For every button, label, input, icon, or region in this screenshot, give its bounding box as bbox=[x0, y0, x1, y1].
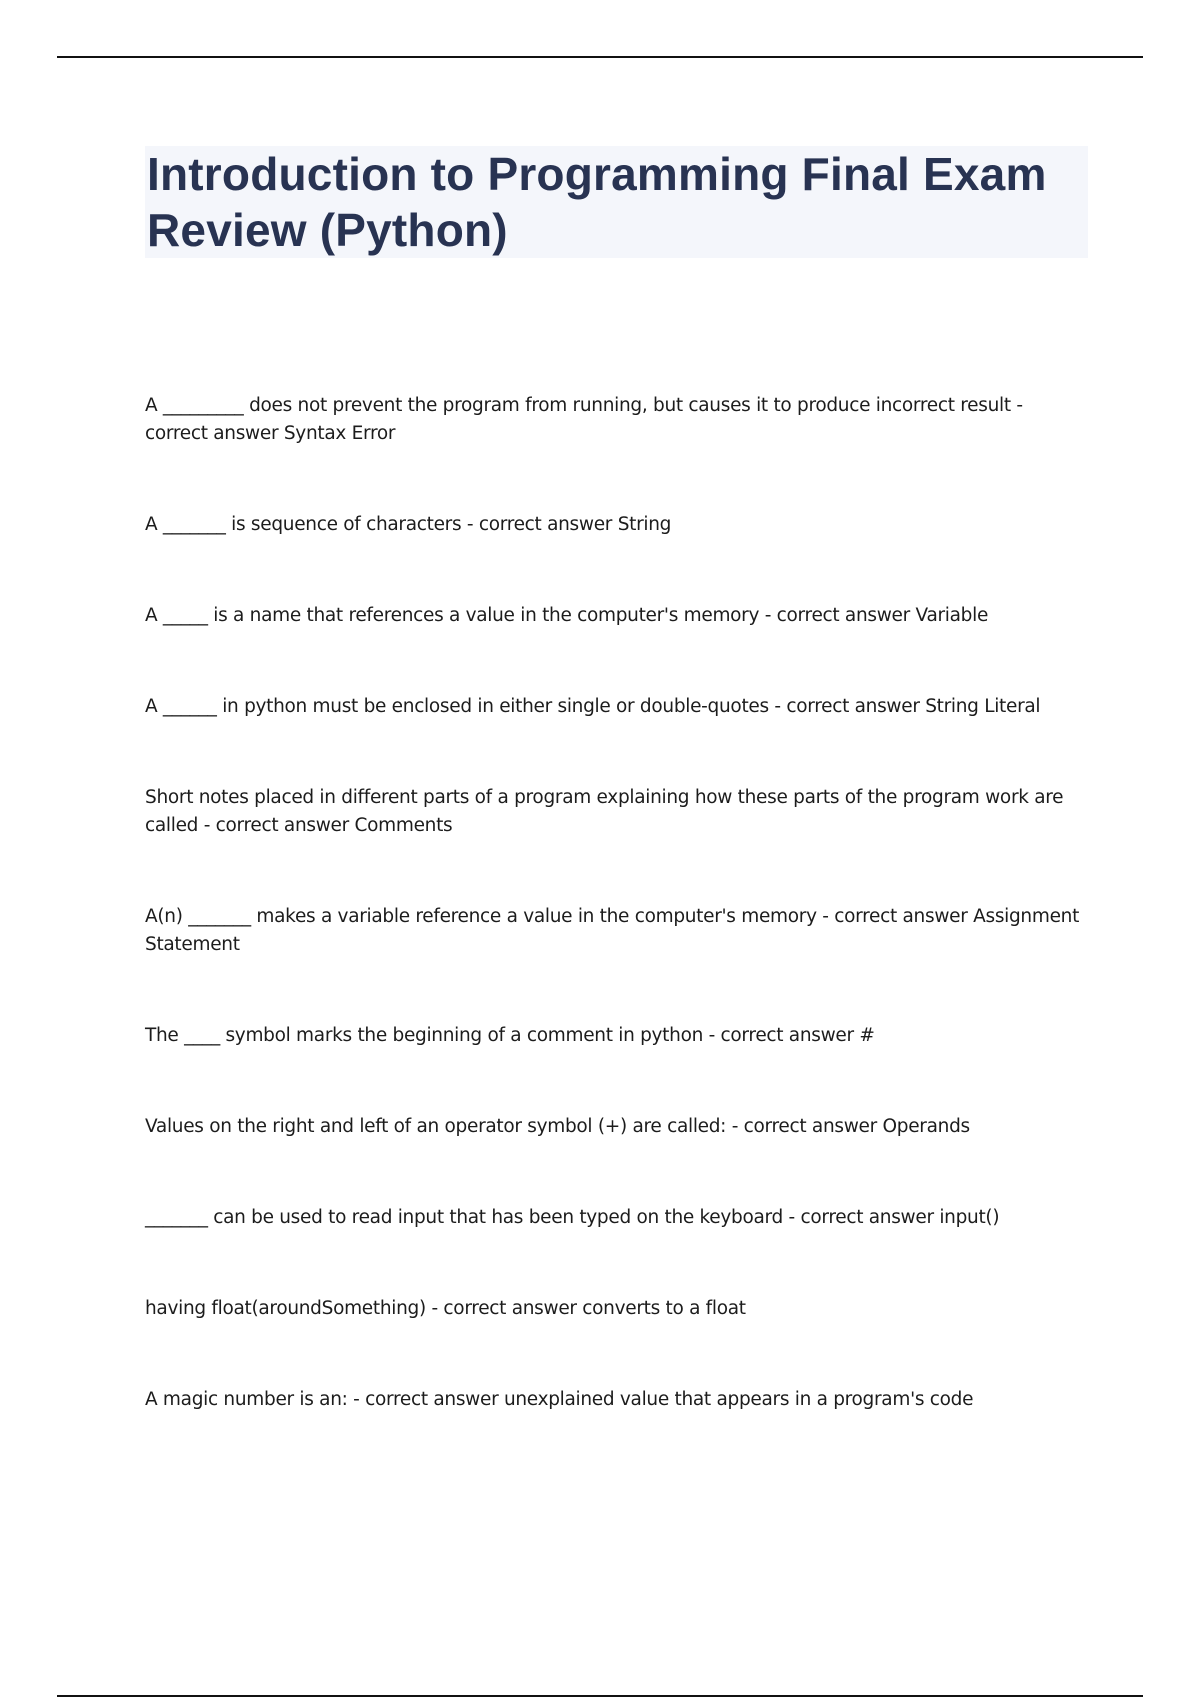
bottom-rule bbox=[57, 1695, 1143, 1697]
qa-item: having float(aroundSomething) - correct answer converts to a float bbox=[145, 1298, 746, 1319]
page-title: Introduction to Programming Final Exam Review (Python) bbox=[147, 148, 1047, 256]
qa-item: Short notes placed in different parts of a program explaining how these parts of the program work are called - correct answer Comments bbox=[145, 787, 1064, 836]
title-box bbox=[145, 146, 1088, 258]
qa-item: The ____ symbol marks the beginning of a comment in python - correct answer # bbox=[145, 1025, 875, 1046]
top-rule bbox=[57, 56, 1143, 58]
qa-item: A(n) _______ makes a variable reference a value in the computer's memory - correct answer Assignment Statement bbox=[145, 906, 1080, 955]
qa-list bbox=[145, 392, 1085, 1477]
qa-item: A _______ is sequence of characters - correct answer String bbox=[145, 514, 672, 535]
qa-item: _______ can be used to read input that has been typed on the keyboard - correct answer input() bbox=[145, 1207, 1000, 1228]
qa-item: A _____ is a name that references a value in the computer's memory - correct answer Variable bbox=[145, 605, 989, 626]
qa-item: A ______ in python must be enclosed in either single or double-quotes - correct answer String Literal bbox=[145, 696, 1041, 717]
qa-item: Values on the right and left of an operator symbol (+) are called: - correct answer Operands bbox=[145, 1116, 970, 1137]
qa-item: A _________ does not prevent the program from running, but causes it to produce incorrect result - correct answer Syntax Error bbox=[145, 395, 1023, 444]
qa-item: A magic number is an: - correct answer unexplained value that appears in a program's code bbox=[145, 1389, 974, 1410]
